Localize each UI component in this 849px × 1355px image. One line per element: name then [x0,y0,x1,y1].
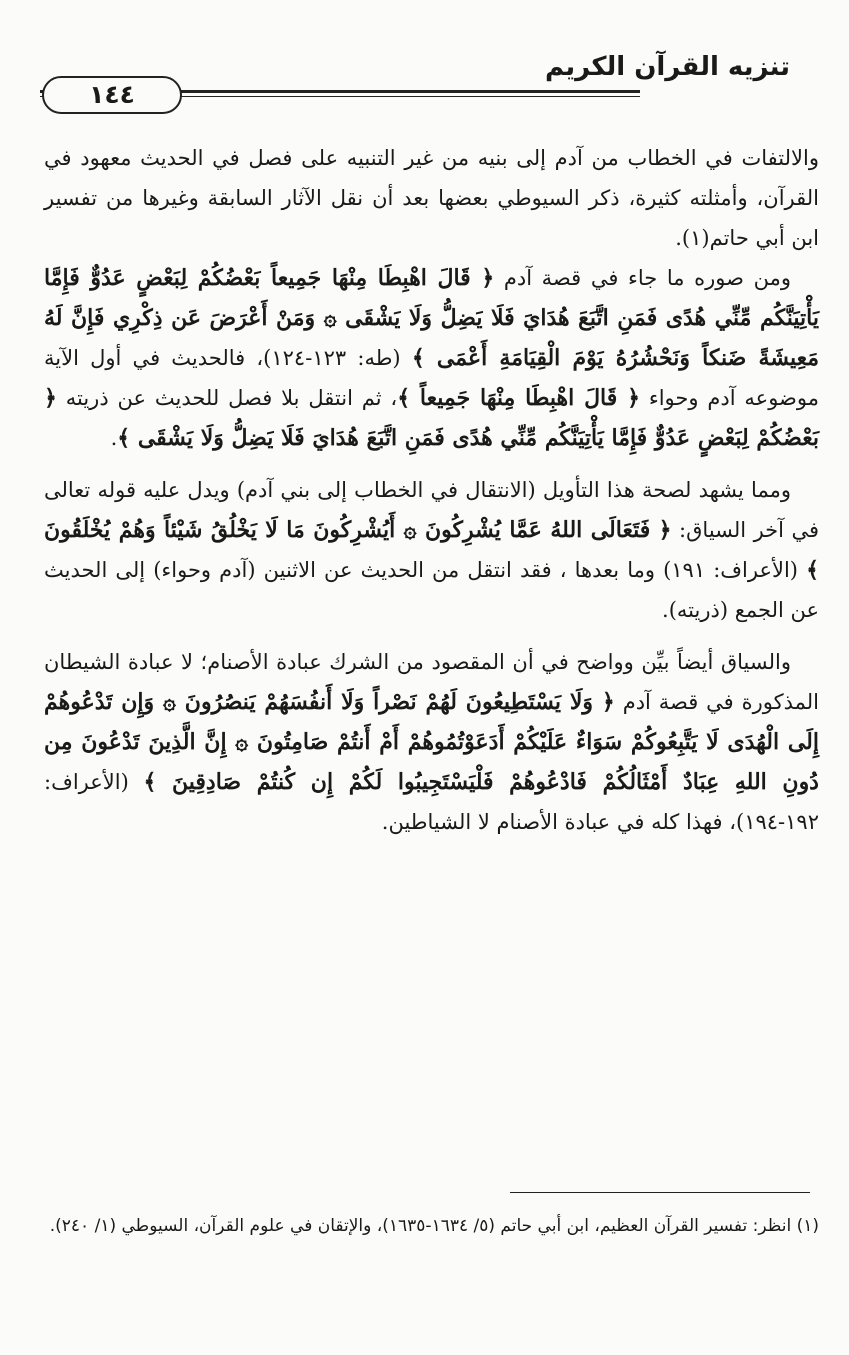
quran-verse: ﴿ وَلَا يَسْتَطِيعُونَ لَهُمْ نَصْراً وَلَا أَنفُسَهُمْ يَنصُرُونَ ۞ وَإِن تَدْعُوهُمْ إِلَى الْهُدَى لَا يَتَّبِعُوكُمْ سَوَاءٌ عَلَيْكُمْ أَدَعَوْتُمُوهُمْ أَمْ أَنتُمْ صَامِتُونَ ۞ إِنَّ الَّذِينَ تَدْعُونَ مِن دُونِ اللهِ عِبَادٌ أَمْثَالُكُمْ فَادْعُوهُمْ فَلْيَسْتَجِيبُوا لَكُمْ إِن كُنتُمْ صَادِقِينَ ﴾ [44,689,819,795]
quran-verse: ﴿ فَتَعَالَى اللهُ عَمَّا يُشْرِكُونَ ۞ أَيُشْرِكُونَ مَا لَا يَخْلُقُ شَيْئاً وَهُمْ يُخْلَقُونَ ﴾ [44,517,819,583]
paragraph [44,470,819,630]
quran-verse: ﴿ قَالَ اهْبِطَا مِنْهَا جَمِيعاً بَعْضُكُمْ لِبَعْضٍ عَدُوٌّ فَإِمَّا يَأْتِيَنَّكُم مِّنِّي هُدًى فَمَنِ اتَّبَعَ هُدَايَ فَلَا يَضِلُّ وَلَا يَشْقَى ۞ وَمَنْ أَعْرَضَ عَن ذِكْرِي فَإِنَّ لَهُ مَعِيشَةً ضَنكاً وَنَحْشُرُهُ يَوْمَ الْقِيَامَةِ أَعْمَى ﴾ [44,265,819,371]
paragraph-gap [44,630,819,642]
paragraph [44,642,819,842]
paragraph-text: (الأعراف: ١٩١) وما بعدها ، فقد انتقل من الحديث عن الاثنين (آدم وحواء) إلى الحديث عن الجمع (ذريته). [44,558,819,622]
paragraph-text: والسياق أيضاً بيِّن وواضح في أن المقصود من الشرك عبادة الأصنام؛ لا عبادة الشيطان المذكورة في قصة آدم [44,650,819,714]
paragraph-text: (الأعراف: ١٩٢-١٩٤)، فهذا كله في عبادة الأصنام لا الشياطين. [44,770,819,834]
paragraph-text: ومما يشهد لصحة هذا التأويل (الانتقال في الخطاب إلى بني آدم) ويدل عليه قوله تعالى في آخر السياق: [44,478,819,542]
footnote: (١) انظر: تفسير القرآن العظيم، ابن أبي حاتم (٥/ ١٦٣٤-١٦٣٥)، والإتقان في علوم القرآن، السيوطي (١/ ٢٤٠). [49,1216,819,1236]
quran-verse: ﴿ قَالَ اهْبِطَا مِنْهَا جَمِيعاً ﴾ [397,385,640,411]
footnote-separator [510,1192,810,1193]
paragraph-gap [44,458,819,470]
paragraph-text: . [110,426,118,450]
book-title: تنزيه القرآن الكريم [545,52,790,82]
quran-verse: ﴿ بَعْضُكُمْ لِبَعْضٍ عَدُوٌّ فَإِمَّا يَأْتِيَنَّكُم مِّنِّي هُدًى فَمَنِ اتَّبَعَ هُدَايَ فَلَا يَضِلُّ وَلَا يَشْقَى ﴾ [44,385,819,451]
page-header [40,52,810,122]
page-body [44,138,819,842]
paragraph [44,258,819,458]
paragraph [44,138,819,258]
paragraph-text: ، ثم انتقل بلا فصل للحديث عن ذريته [56,386,398,410]
page-number: ١٤٤ [42,76,182,114]
paragraph-text: (طه: ١٢٣-١٢٤)، فالحديث في أول الآية موضوعه آدم وحواء [44,346,819,410]
paragraph-text: ومن صوره ما جاء في قصة آدم [494,266,792,290]
paragraph-text: والالتفات في الخطاب من آدم إلى بنيه من غير التنبيه على فصل في الحديث معهود في القرآن، وأمثلته كثيرة، ذكر السيوطي بعضها بعد أن نقل الآثار السابقة وغيرها من تفسير ابن أبي حاتم(١). [44,146,819,250]
